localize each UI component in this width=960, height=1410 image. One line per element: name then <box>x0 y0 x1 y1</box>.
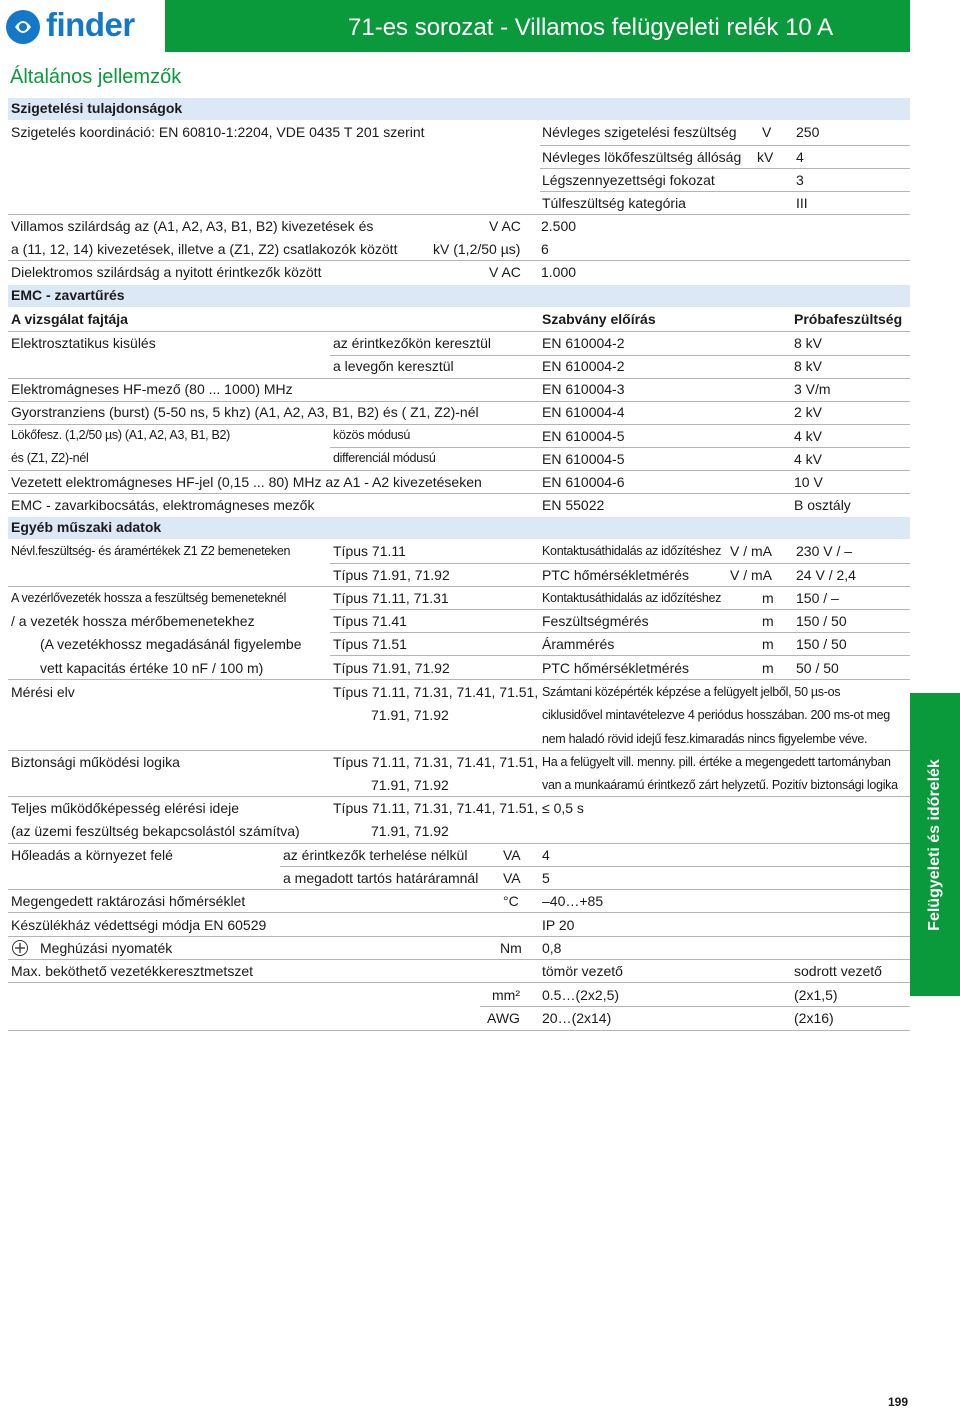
heat-rated-unit: VA <box>503 870 521 886</box>
overvoltage-label: Túlfeszültség kategória <box>542 195 686 211</box>
emc-row-std: EN 610004-4 <box>542 404 625 420</box>
torque-unit: Nm <box>500 940 522 956</box>
heat-label: Hőleadás a környezet felé <box>11 847 173 863</box>
emc-row-std: EN 610004-2 <box>542 335 625 351</box>
emc-row-test: Vezetett elektromágneses HF-jel (0,15 ... 80) MHz az A1 - A2 kivezetéseken <box>11 474 482 490</box>
contact-bridge-value: 150 / – <box>796 590 839 606</box>
page-number: 199 <box>888 1395 909 1409</box>
measure-text: Számtani középérték képzése a felügyelt jelből, 50 µs-os <box>542 685 841 699</box>
type-label: Típus 71.41 <box>333 613 407 629</box>
ptc-label: PTC hőmérsékletmérés <box>542 567 690 583</box>
torque-value: 0,8 <box>542 940 562 956</box>
torque-label: Meghúzási nyomaték <box>40 940 173 956</box>
measure-text: ciklusidővel mintavételezve 4 periódus hosszában. 200 ms-ot meg <box>542 708 890 722</box>
impulse-label: Névleges lökőfeszültség állóság <box>542 149 742 165</box>
length-note: vett kapacitás értéke 10 nF / 100 m) <box>40 660 264 676</box>
type-label: 71.91, 71.92 <box>371 777 449 793</box>
type-label: Típus 71.11 <box>333 543 406 559</box>
ready-time-note: (az üzemi feszültség bekapcsolástól számítva) <box>11 823 300 839</box>
ip-rating-value: IP 20 <box>542 917 575 933</box>
emc-row-std: EN 610004-2 <box>542 358 625 374</box>
insulation-heading-band <box>8 98 910 120</box>
dielectric1-unit: V AC <box>489 218 521 234</box>
wire-section-label: Max. beköthető vezetékkeresztmetszet <box>11 963 253 979</box>
current-measure-value: 150 / 50 <box>796 636 847 652</box>
emc-row-std: EN 610004-5 <box>542 428 625 444</box>
measure-length-label: / a vezeték hossza mérőbemenetekhez <box>11 613 255 629</box>
heat-rated-value: 5 <box>542 870 550 886</box>
emc-heading-band <box>8 285 910 307</box>
mm2-solid-value: 0.5…(2x2,5) <box>542 987 620 1003</box>
wire-solid-header: tömör vezető <box>542 963 623 979</box>
awg-unit: AWG <box>487 1010 520 1026</box>
type-label: Típus 71.11, 71.31 <box>333 590 449 606</box>
dielectric1-value: 2.500 <box>541 218 577 234</box>
ready-time-label: Teljes működőképesség elérési ideje <box>11 800 240 816</box>
emc-row-std: EN 55022 <box>542 497 605 513</box>
type-label: Típus 71.11, 71.31, 71.41, 71.51, <box>333 800 539 816</box>
emc-row-level: 10 V <box>794 474 823 490</box>
voltage-measure-unit: m <box>762 613 774 629</box>
emc-row-test: Elektrosztatikus kisülés <box>11 335 156 351</box>
type-label: 71.91, 71.92 <box>371 707 449 723</box>
voltage-measure-value: 150 / 50 <box>796 613 847 629</box>
emc-row-std: EN 610004-5 <box>542 451 625 467</box>
dielectric2-label: a (11, 12, 14) kivezetések, illetve a (Z1, Z2) csatlakozók között <box>11 241 398 257</box>
pollution-label: Légszennyezettségi fokozat <box>542 172 715 188</box>
type-label: 71.91, 71.92 <box>371 823 449 839</box>
type-label: Típus 71.91, 71.92 <box>333 660 450 676</box>
overvoltage-value: III <box>796 195 808 211</box>
dielectric1-label: Villamos szilárdság az (A1, A2, A3, B1, B2) kivezetések és <box>11 218 374 234</box>
finder-logo-icon <box>6 10 40 44</box>
control-length-label: A vezérlővezeték hossza a feszültség bemeneteknél <box>11 591 287 605</box>
contact-bridge-value: 230 V / – <box>796 543 853 559</box>
emc-row-level: 8 kV <box>794 358 823 374</box>
brand-name: finder <box>46 6 135 43</box>
dielectric3-unit: V AC <box>489 264 521 280</box>
emc-col-level: Próbafeszültség <box>794 311 903 327</box>
wire-stranded-header: sodrott vezető <box>794 963 882 979</box>
pollution-value: 3 <box>796 172 804 188</box>
emc-row-test: EMC - zavarkibocsátás, elektromágneses mezők <box>11 497 315 513</box>
dielectric2-unit: kV (1,2/50 µs) <box>433 241 521 257</box>
ptc-unit: m <box>762 660 774 676</box>
emc-row-sub: a levegőn keresztül <box>333 358 454 374</box>
page-title: 71-es sorozat - Villamos felügyeleti relék 10 A <box>348 14 834 41</box>
measure-text: nem haladó rövid idejű fesz.kimaradás nincs figyelembe véve. <box>542 732 868 746</box>
sidebar-tab-label: Felügyeleti és időrelék <box>926 758 943 931</box>
current-measure-unit: m <box>762 636 774 652</box>
safety-text: Ha a felügyelt vill. menny. pill. értéke a megengedett tartományban <box>542 755 891 769</box>
contact-bridge-unit: V / mA <box>730 543 773 559</box>
contact-bridge-label: Kontaktusáthidalás az időzítéshez <box>542 544 722 558</box>
screw-icon <box>12 940 28 956</box>
heat-no-load-value: 4 <box>542 847 550 863</box>
dielectric3-label: Dielektromos szilárdság a nyitott érintkezők között <box>11 264 322 280</box>
contact-bridge-unit: m <box>762 590 774 606</box>
emc-row-test: Elektromágneses HF-mező (80 ... 1000) MHz <box>11 381 293 397</box>
storage-temp-label: Megengedett raktározási hőmérséklet <box>11 893 246 909</box>
heat-no-load-unit: VA <box>503 847 521 863</box>
storage-temp-value: –40…+85 <box>542 893 604 909</box>
contact-bridge-label: Kontaktusáthidalás az időzítéshez <box>542 591 722 605</box>
emc-row-level: 4 kV <box>794 451 823 467</box>
type-label: Típus 71.51 <box>333 636 407 652</box>
coord-label: Szigetelés koordináció: EN 60810-1:2204, VDE 0435 T 201 szerint <box>11 124 425 140</box>
ptc-label: PTC hőmérsékletmérés <box>542 660 690 676</box>
heat-rated-label: a megadott tartós határáramnál <box>283 870 479 886</box>
storage-temp-unit: °C <box>503 893 519 909</box>
insulation-heading: Szigetelési tulajdonságok <box>11 100 183 116</box>
emc-row-test: és (Z1, Z2)-nél <box>11 451 89 465</box>
sidebar-tab-label-wrap <box>910 693 960 996</box>
safety-text: van a munkaáramú érintkező zárt helyzetű. Pozitív biztonsági logika <box>542 778 898 792</box>
type-label: Típus 71.91, 71.92 <box>333 567 450 583</box>
emc-heading: EMC - zavartűrés <box>11 287 125 303</box>
type-label: Típus 71.11, 71.31, 71.41, 71.51, <box>333 754 539 770</box>
measure-principle-label: Mérési elv <box>11 684 75 700</box>
emc-row-std: EN 610004-3 <box>542 381 625 397</box>
emc-row-test: Lökőfesz. (1,2/50 µs) (A1, A2, A3, B1, B2) <box>11 428 231 442</box>
rated-voltage-label: Névleges szigetelési feszültség <box>542 124 737 140</box>
emc-row-sub: az érintkezőkön keresztül <box>333 335 491 351</box>
emc-row-level: 3 V/m <box>794 381 831 397</box>
heat-no-load-label: az érintkezők terhelése nélkül <box>283 847 468 863</box>
length-note: (A vezetékhossz megadásánál figyelembe <box>40 636 302 652</box>
emc-row-sub: közös módusú <box>333 428 410 442</box>
impulse-unit: kV <box>757 149 774 165</box>
ptc-value: 50 / 50 <box>796 660 839 676</box>
awg-solid-value: 20…(2x14) <box>542 1010 612 1026</box>
emc-row-std: EN 610004-6 <box>542 474 625 490</box>
emc-row-level: 4 kV <box>794 428 823 444</box>
other-heading: Egyéb műszaki adatok <box>11 519 162 535</box>
impulse-value: 4 <box>796 149 804 165</box>
other-heading-band <box>8 517 910 539</box>
emc-col-test: A vizsgálat fajtája <box>11 311 128 327</box>
rated-voltage-unit: V <box>762 124 772 140</box>
emc-row-test: Gyorstranziens (burst) (5-50 ns, 5 khz) (A1, A2, A3, B1, B2) és ( Z1, Z2)-nél <box>11 404 479 420</box>
current-measure-label: Árammérés <box>542 636 615 652</box>
dielectric2-value: 6 <box>541 241 549 257</box>
voltage-measure-label: Feszültségmérés <box>542 613 649 629</box>
emc-row-level: 2 kV <box>794 404 823 420</box>
ptc-value: 24 V / 2,4 <box>796 567 856 583</box>
dielectric3-value: 1.000 <box>541 264 577 280</box>
ready-time-value: ≤ 0,5 s <box>542 800 584 816</box>
safety-logic-label: Biztonsági működési logika <box>11 754 180 770</box>
emc-row-level: B osztály <box>794 497 851 513</box>
rated-inputs-label: Névl.feszültség- és áramértékek Z1 Z2 bemeneteken <box>11 544 291 558</box>
emc-col-standard: Szabvány előírás <box>542 311 656 327</box>
emc-row-sub: differenciál módusú <box>333 451 436 465</box>
section-title: Általános jellemzők <box>10 66 182 88</box>
mm2-unit: mm² <box>492 987 520 1003</box>
emc-row-level: 8 kV <box>794 335 823 351</box>
rated-voltage-value: 250 <box>796 124 820 140</box>
awg-stranded-value: (2x16) <box>794 1010 834 1026</box>
mm2-stranded-value: (2x1,5) <box>794 987 838 1003</box>
type-label: Típus 71.11, 71.31, 71.41, 71.51, <box>333 684 539 700</box>
ptc-unit: V / mA <box>730 567 773 583</box>
ip-rating-label: Készülékház védettségi módja EN 60529 <box>11 917 267 933</box>
